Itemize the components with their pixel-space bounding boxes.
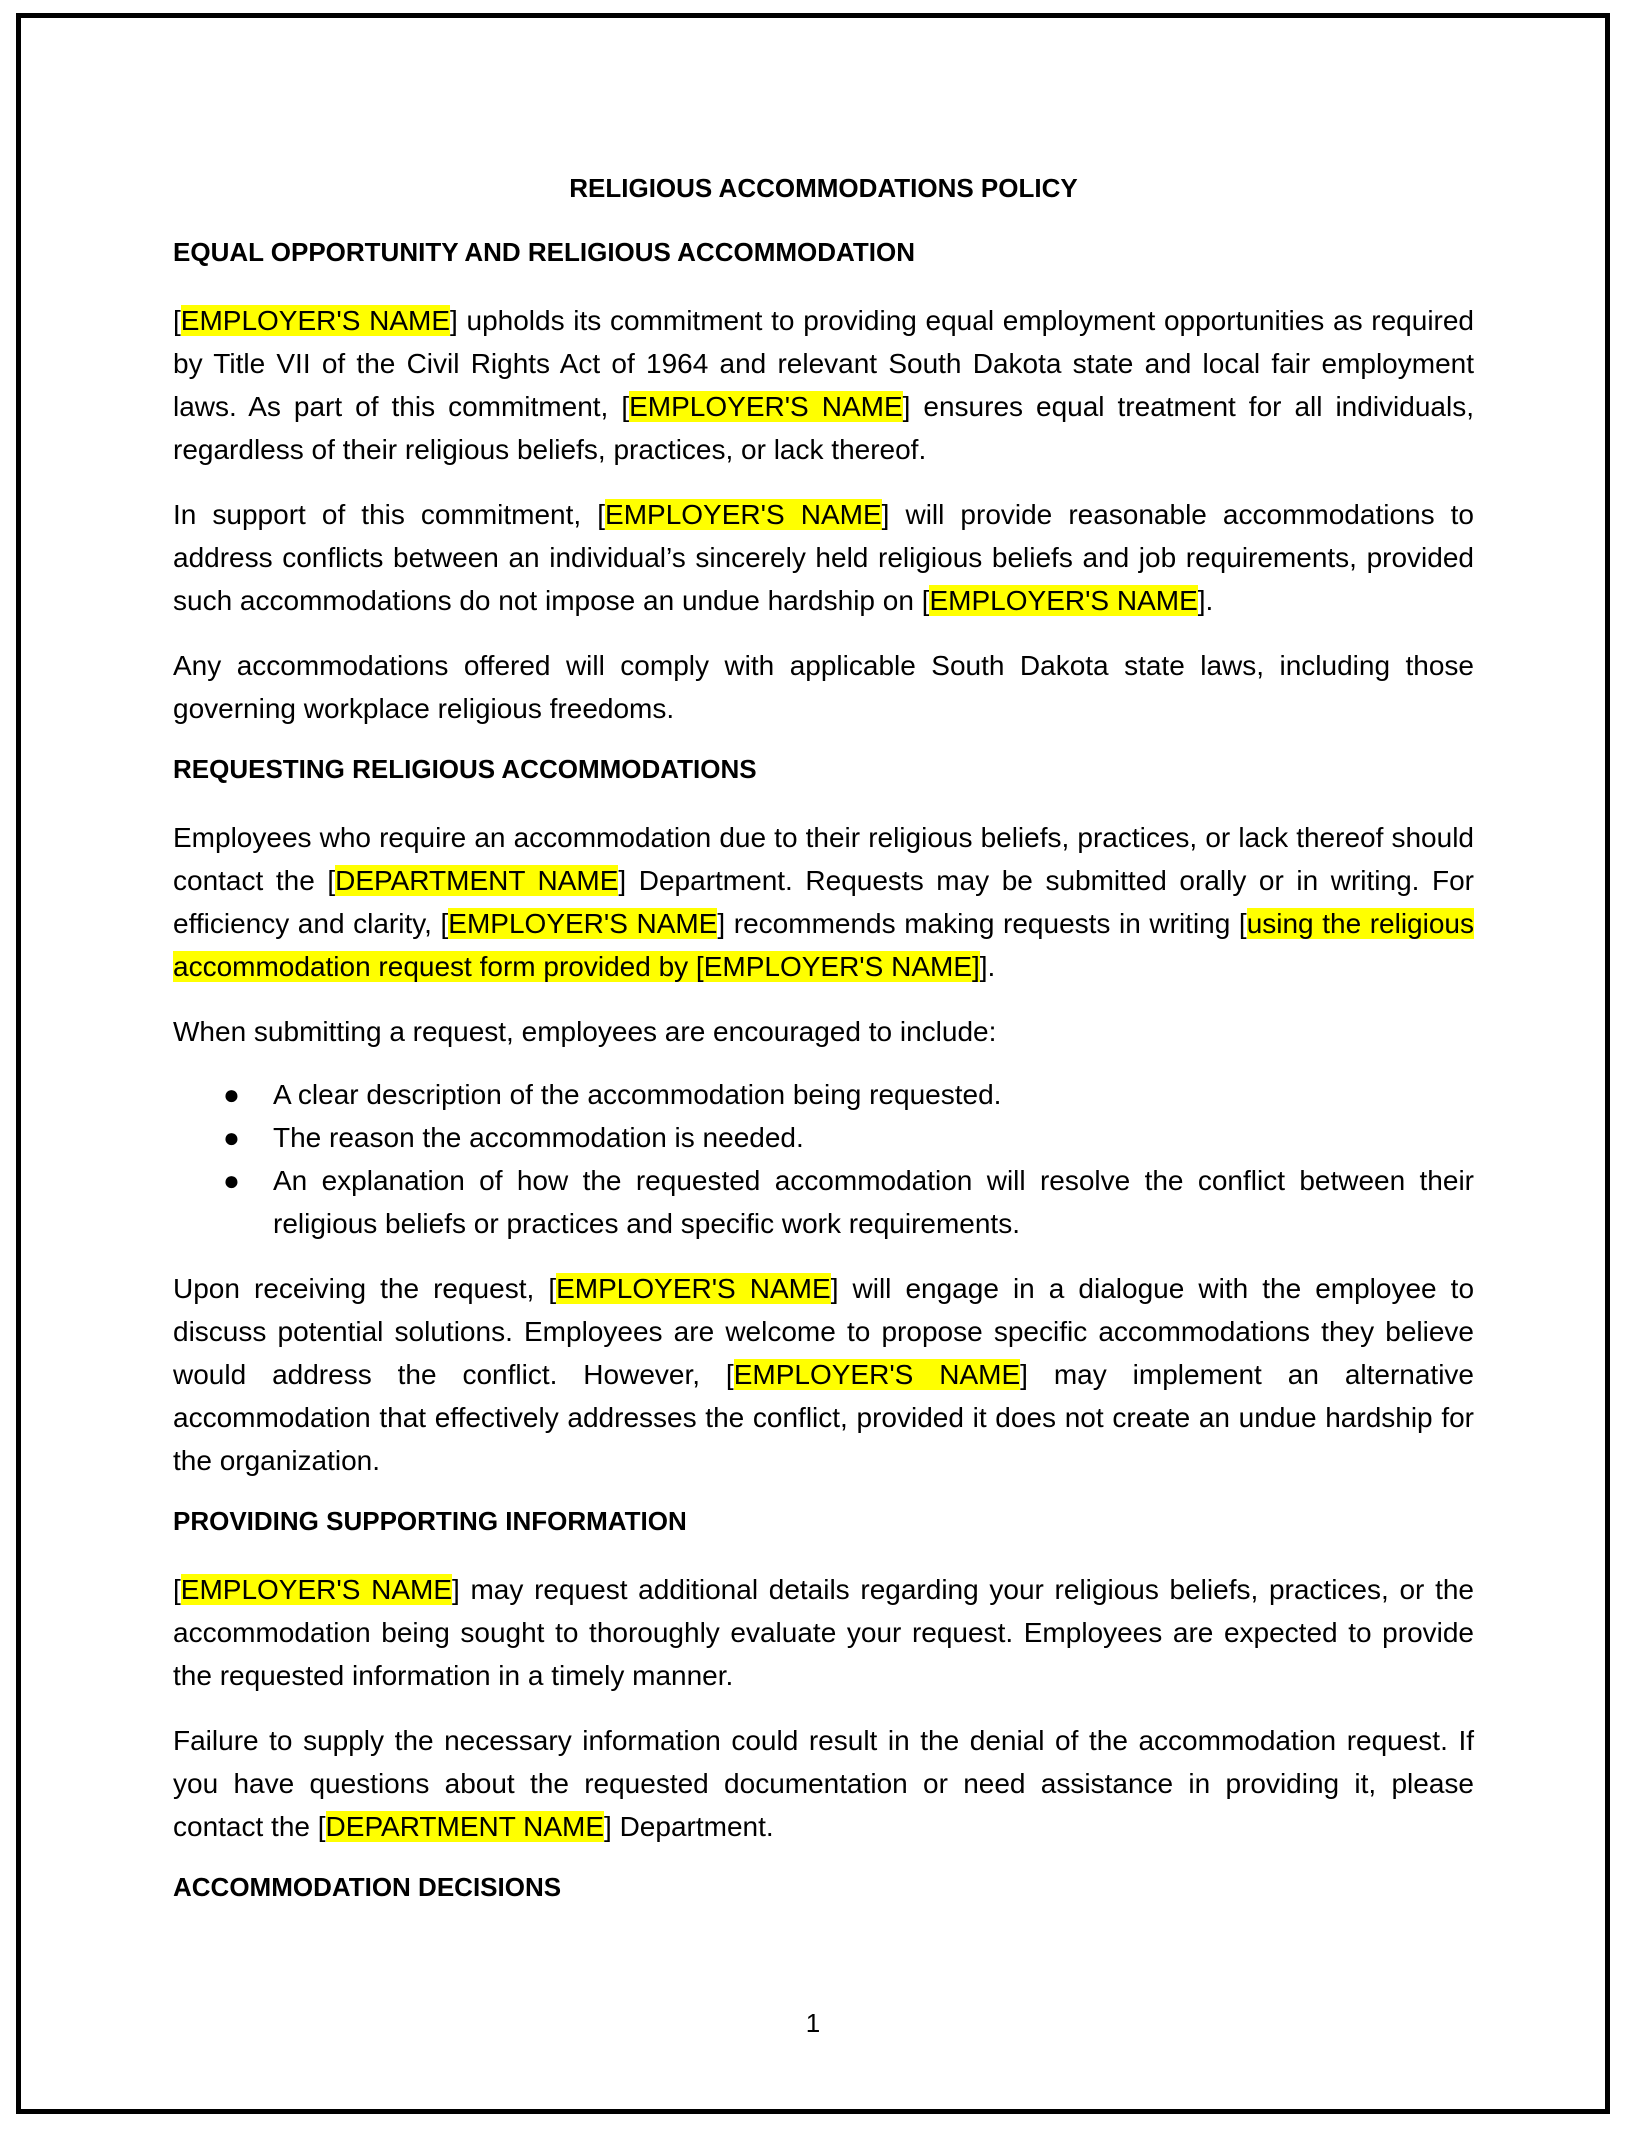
placeholder-highlight: EMPLOYER'S NAME bbox=[629, 391, 903, 422]
text-run: Upon receiving the request, [ bbox=[173, 1273, 557, 1304]
list-item bbox=[173, 1073, 1474, 1116]
page-number: 1 bbox=[805, 2008, 821, 2038]
bullet-list bbox=[173, 1073, 1474, 1245]
placeholder-highlight: EMPLOYER'S NAME bbox=[448, 908, 718, 939]
document-title: RELIGIOUS ACCOMMODATIONS POLICY bbox=[569, 173, 1078, 203]
section-heading: REQUESTING RELIGIOUS ACCOMMODATIONS bbox=[173, 754, 757, 784]
text-run: When submitting a request, employees are encouraged to include: bbox=[173, 1016, 997, 1047]
paragraph bbox=[173, 816, 1474, 988]
placeholder-highlight: DEPARTMENT NAME bbox=[325, 1811, 605, 1842]
text-run: In support of this commitment, [ bbox=[173, 499, 606, 530]
text-run: ] Department. bbox=[604, 1811, 774, 1842]
text-run: ] Department. Requests may be submitted orally or in writing. For efficiency and clarity, [ bbox=[173, 865, 1474, 939]
paragraph bbox=[173, 1267, 1474, 1482]
paragraph bbox=[173, 1719, 1474, 1848]
text-run: Failure to supply the necessary information could result in the denial of the accommodation request. If you have questions about the requested documentation or need assistance in providing it, please contact the [ bbox=[173, 1725, 1474, 1842]
paragraph bbox=[173, 299, 1474, 471]
text-run: Employees who require an accommodation due to their religious beliefs, practices, or lack thereof should contact the [ bbox=[173, 822, 1474, 896]
document-page bbox=[16, 13, 1610, 2114]
text-run: ] upholds its commitment to providing equal employment opportunities as required by Title VII of the Civil Rights Act of 1964 and relevant South Dakota state and local fair employment laws. As part of this commitment, [ bbox=[173, 305, 1475, 422]
section-heading: ACCOMMODATION DECISIONS bbox=[173, 1872, 562, 1902]
bullet-icon: ● bbox=[223, 1079, 240, 1110]
paragraph bbox=[173, 1568, 1474, 1697]
placeholder-highlight: DEPARTMENT NAME bbox=[335, 865, 619, 896]
text-run: ] will engage in a dialogue with the employee to discuss potential solutions. Employees are welcome to propose specific accommodations they believe would address the conflict. However, [ bbox=[173, 1273, 1475, 1390]
placeholder-highlight: EMPLOYER'S NAME bbox=[733, 1359, 1021, 1390]
text-run: [ bbox=[173, 305, 181, 336]
text-run: ] ensures equal treatment for all individuals, regardless of their religious beliefs, practices, or lack thereof. bbox=[173, 391, 1474, 465]
list-item bbox=[173, 1159, 1474, 1245]
placeholder-highlight: EMPLOYER'S NAME bbox=[605, 499, 882, 530]
placeholder-highlight: EMPLOYER'S NAME bbox=[929, 585, 1198, 616]
paragraph bbox=[173, 493, 1474, 622]
list-item-text: An explanation of how the requested accommodation will resolve the conflict between their religious beliefs or practices and specific work requirements. bbox=[273, 1165, 1474, 1239]
placeholder-highlight: EMPLOYER'S NAME bbox=[180, 305, 451, 336]
text-run: ]. bbox=[1197, 585, 1214, 616]
list-item bbox=[173, 1116, 1474, 1159]
placeholder-highlight: EMPLOYER'S NAME bbox=[180, 1574, 452, 1605]
placeholder-highlight: using the religious accommodation request form provided by [EMPLOYER'S NAME] bbox=[173, 908, 1474, 982]
text-run: Any accommodations offered will comply with applicable South Dakota state laws, including those governing workplace religious freedoms. bbox=[173, 650, 1474, 724]
list-item-text: The reason the accommodation is needed. bbox=[273, 1122, 804, 1153]
document-body bbox=[173, 171, 1474, 1934]
section-heading: PROVIDING SUPPORTING INFORMATION bbox=[173, 1506, 687, 1536]
paragraph bbox=[173, 1010, 1474, 1053]
list-item-text: A clear description of the accommodation being requested. bbox=[273, 1079, 1002, 1110]
text-run: ] recommends making requests in writing [ bbox=[717, 908, 1247, 939]
text-run: [ bbox=[173, 1574, 181, 1605]
bullet-icon: ● bbox=[223, 1165, 240, 1196]
bullet-icon: ● bbox=[223, 1122, 240, 1153]
text-run: ] may implement an alternative accommodation that effectively addresses the conflict, provided it does not create an undue hardship for the organization. bbox=[173, 1359, 1474, 1476]
placeholder-highlight: EMPLOYER'S NAME bbox=[556, 1273, 831, 1304]
text-run: ]. bbox=[979, 951, 996, 982]
text-run: ] may request additional details regarding your religious beliefs, practices, or the accommodation being sought to thoroughly evaluate your request. Employees are expected to provide the requested information in a timely manner. bbox=[173, 1574, 1474, 1691]
section-heading: EQUAL OPPORTUNITY AND RELIGIOUS ACCOMMODATION bbox=[173, 237, 915, 267]
text-run: ] will provide reasonable accommodations to address conflicts between an individual’s sincerely held religious beliefs and job requirements, provided such accommodations do not impose an undue hardship on [ bbox=[173, 499, 1475, 616]
paragraph bbox=[173, 644, 1474, 730]
